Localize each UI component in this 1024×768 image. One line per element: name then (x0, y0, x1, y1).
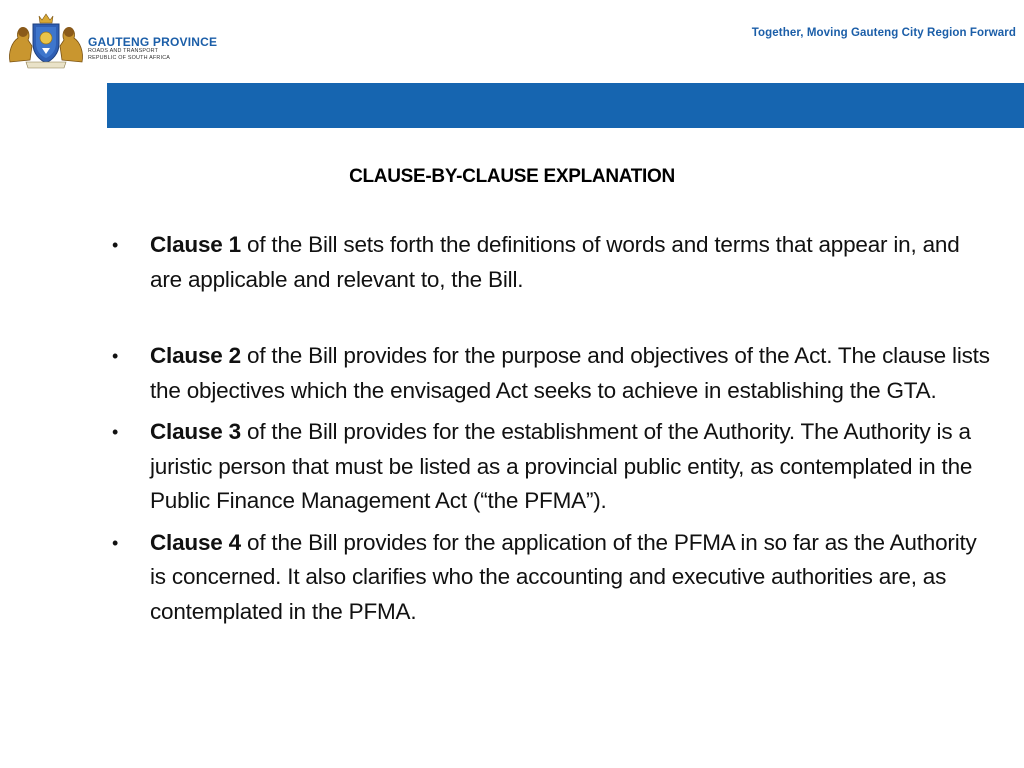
bullet-icon: • (112, 346, 119, 366)
clause-label: Clause 1 (150, 232, 241, 257)
clause-text: of the Bill sets forth the definitions of words and terms that appear in, and are applicable and relevant to, the Bill. (150, 232, 960, 292)
clause-label: Clause 2 (150, 343, 241, 368)
org-name: GAUTENG PROVINCE (88, 35, 218, 49)
list-item (110, 526, 990, 630)
blue-banner (107, 83, 1024, 128)
list-item (110, 228, 990, 297)
bullet-icon: • (112, 422, 119, 442)
org-sub-country: REPUBLIC OF SOUTH AFRICA (88, 54, 171, 61)
clause-list (110, 228, 990, 629)
bullet-icon: • (112, 532, 119, 553)
tagline: Together, Moving Gauteng City Region Forward (751, 27, 1016, 39)
clause-text: of the Bill provides for the application of the PFMA in so far as the Authority is concerned. It also clarifies who the accounting and executive authorities are, as contemplated in the PFMA. (150, 529, 977, 624)
org-sub-department: ROADS AND TRANSPORT (88, 48, 159, 54)
list-item (110, 339, 990, 408)
clause-text: of the Bill provides for the purpose and objectives of the Act. The clause lists the objectives which the envisaged Act seeks to achieve in establishing the GTA. (150, 343, 990, 403)
coat-of-arms-icon (6, 12, 86, 70)
list-item (110, 415, 990, 519)
gauteng-logo (6, 12, 218, 72)
clause-text: of the Bill provides for the establishment of the Authority. The Authority is a juristic person that must be listed as a provincial public entity, as contemplated in the Public Finance Management Act (“the PFMA”). (150, 419, 973, 513)
clause-label: Clause 3 (150, 419, 241, 444)
bullet-icon: • (112, 235, 119, 255)
clause-label: Clause 4 (150, 529, 241, 555)
page-title: CLAUSE-BY-CLAUSE EXPLANATION (349, 166, 675, 187)
